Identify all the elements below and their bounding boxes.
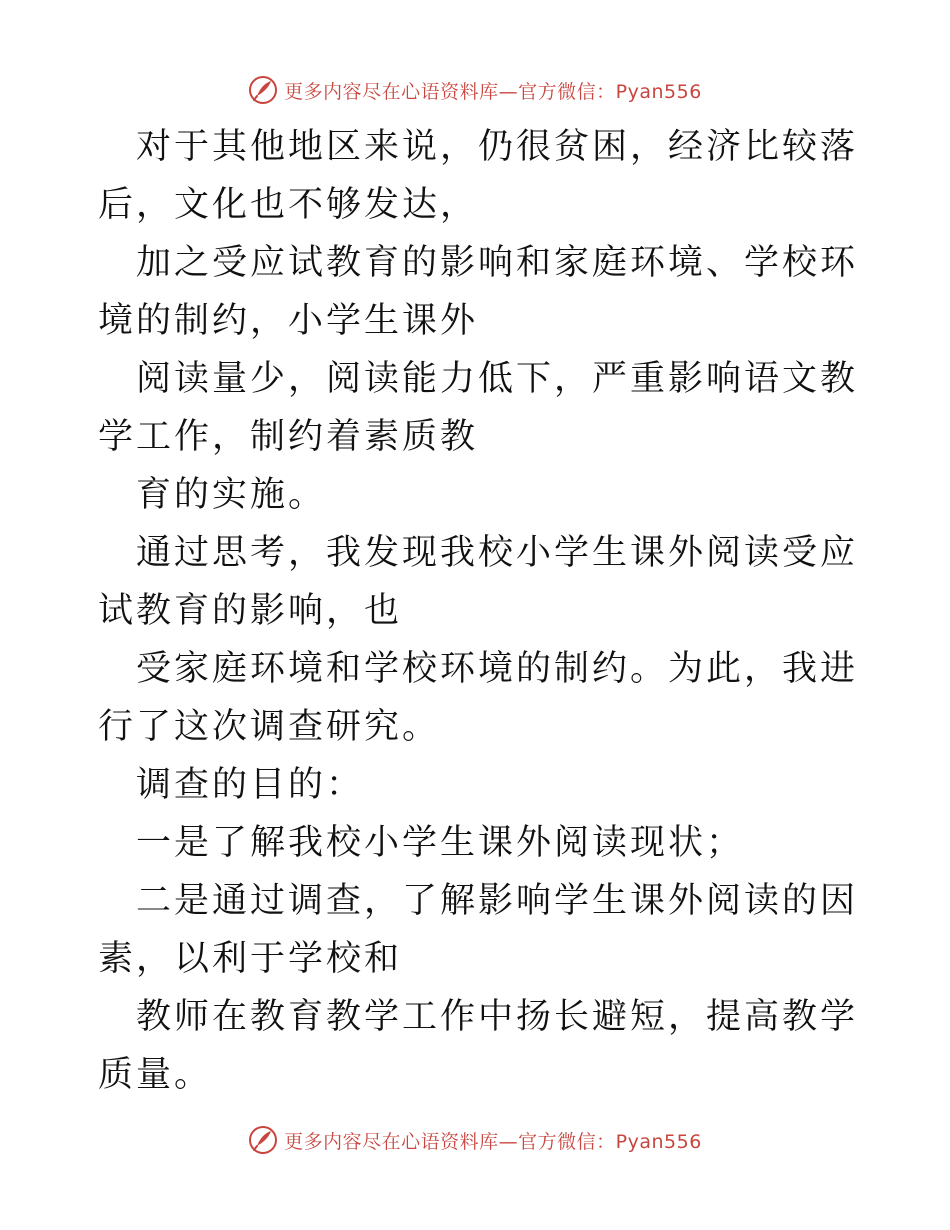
paragraph: 对于其他地区来说，仍很贫困，经济比较落后，文化也不够发达， (98, 127, 859, 225)
paragraph: 教师在教育教学工作中扬长避短，提高教学质量。 (98, 997, 859, 1095)
quill-logo-icon (248, 1125, 278, 1155)
paragraph: 受家庭环境和学校环境的制约。为此，我进行了这次调查研究。 (98, 649, 859, 747)
paragraph: 育的实施。 (136, 475, 327, 515)
paragraph: 加之受应试教育的影响和家庭环境、学校环境的制约，小学生课外 (98, 243, 859, 341)
paragraph: 二是通过调查，了解影响学生课外阅读的因素，以利于学校和 (98, 881, 859, 979)
paragraph: 一是了解我校小学生课外阅读现状； (136, 823, 745, 863)
header-watermark (0, 70, 950, 110)
paragraph: 阅读量少，阅读能力低下，严重影响语文教学工作，制约着素质教 (98, 359, 859, 457)
paragraph: 调查的目的： (136, 765, 365, 805)
footer-watermark (0, 1120, 950, 1160)
paragraph: 通过思考，我发现我校小学生课外阅读受应试教育的影响，也 (98, 533, 859, 631)
document-body (98, 118, 858, 1104)
quill-logo-icon (248, 75, 278, 105)
footer-watermark-text: 更多内容尽在心语资料库—官方微信：Pyan556 (284, 1130, 702, 1153)
header-watermark-text: 更多内容尽在心语资料库—官方微信：Pyan556 (284, 80, 702, 103)
